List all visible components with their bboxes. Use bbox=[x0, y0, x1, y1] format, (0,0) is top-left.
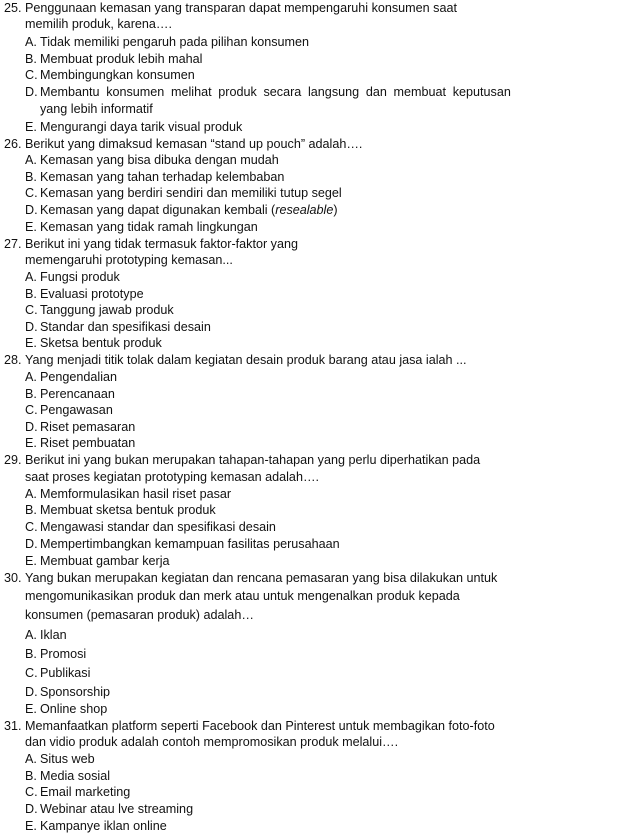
question-27-line-1: 27. Berikut ini yang tidak termasuk faktor-faktor yang bbox=[4, 237, 298, 251]
question-25-option-a: A. Tidak memiliki pengaruh pada pilihan konsumen bbox=[25, 35, 310, 49]
question-31-option-b: B. Media sosial bbox=[25, 769, 110, 783]
question-25-option-b: B. Membuat produk lebih mahal bbox=[25, 52, 203, 66]
question-25-option-d: D. Membantu konsumen melihat produk secara langsung dan membuat keputusan bbox=[25, 85, 511, 99]
question-30-option-b: B. Promosi bbox=[25, 647, 87, 661]
question-26-option-a: A. Kemasan yang bisa dibuka dengan mudah bbox=[25, 153, 279, 167]
question-30-option-c: C. Publikasi bbox=[25, 666, 91, 680]
question-25-line-2: memilih produk, karena…. bbox=[25, 17, 172, 31]
question-30-option-d: D. Sponsorship bbox=[25, 685, 111, 699]
question-30-option-a: A. Iklan bbox=[25, 628, 67, 642]
question-text: Penggunaan kemasan yang transparan dapat mempengaruhi konsumen saat bbox=[25, 1, 457, 15]
question-28-line-1: 28. Yang menjadi titik tolak dalam kegiatan desain produk barang atau jasa ialah ... bbox=[4, 353, 467, 367]
question-29-option-d: D. Mempertimbangkan kemampuan fasilitas perusahaan bbox=[25, 537, 340, 551]
question-27-line-2: memengaruhi prototyping kemasan... bbox=[25, 253, 233, 267]
question-27-option-e: E. Sketsa bentuk produk bbox=[25, 336, 162, 350]
question-31-option-c: C. Email marketing bbox=[25, 785, 131, 799]
question-31-option-d: D. Webinar atau lve streaming bbox=[25, 802, 194, 816]
question-31-option-a: A. Situs web bbox=[25, 752, 95, 766]
question-27-option-a: A. Fungsi produk bbox=[25, 270, 120, 284]
question-30-line-1: 30. Yang bukan merupakan kegiatan dan rencana pemasaran yang bisa dilakukan untuk bbox=[4, 571, 498, 585]
question-28-option-c: C. Pengawasan bbox=[25, 403, 113, 417]
question-25-option-e: E. Mengurangi daya tarik visual produk bbox=[25, 120, 243, 134]
question-29-line-1: 29. Berikut ini yang bukan merupakan tahapan-tahapan yang perlu diperhatikan pada bbox=[4, 453, 481, 467]
question-26-line-1: 26. Berikut yang dimaksud kemasan “stand up pouch” adalah…. bbox=[4, 137, 363, 151]
question-29-line-2: saat proses kegiatan prototyping kemasan adalah…. bbox=[25, 470, 320, 484]
question-31-line-1: 31. Memanfaatkan platform seperti Facebook dan Pinterest untuk membagikan foto-foto bbox=[4, 719, 495, 733]
question-28-option-d: D. Riset pemasaran bbox=[25, 420, 136, 434]
question-26-option-d: D. Kemasan yang dapat digunakan kembali (resealable) bbox=[25, 203, 338, 217]
question-29-option-a: A. Memformulasikan hasil riset pasar bbox=[25, 487, 232, 501]
question-30-line-3: konsumen (pemasaran produk) adalah… bbox=[25, 608, 254, 622]
question-25-option-c: C. Membingungkan konsumen bbox=[25, 68, 195, 82]
italic-term: resealable bbox=[275, 203, 334, 217]
question-number: 25. bbox=[4, 1, 22, 15]
question-28-option-e: E. Riset pembuatan bbox=[25, 436, 136, 450]
question-29-option-b: B. Membuat sketsa bentuk produk bbox=[25, 503, 216, 517]
question-28-option-b: B. Perencanaan bbox=[25, 387, 115, 401]
question-26-option-e: E. Kemasan yang tidak ramah lingkungan bbox=[25, 220, 258, 234]
question-29-option-e: E. Membuat gambar kerja bbox=[25, 554, 170, 568]
question-27-option-c: C. Tanggung jawab produk bbox=[25, 303, 174, 317]
question-25-option-d-continuation: yang lebih informatif bbox=[40, 102, 153, 116]
question-30-line-2: mengomunikasikan produk dan merk atau untuk mengenalkan produk kepada bbox=[25, 589, 460, 603]
question-28-option-a: A. Pengendalian bbox=[25, 370, 118, 384]
question-26-option-b: B. Kemasan yang tahan terhadap kelembaban bbox=[25, 170, 285, 184]
question-25-line-1 bbox=[4, 0, 457, 16]
question-27-option-d: D. Standar dan spesifikasi desain bbox=[25, 320, 211, 334]
question-31-option-e: E. Kampanye iklan online bbox=[25, 819, 167, 833]
question-31-line-2: dan vidio produk adalah contoh mempromosikan produk melalui…. bbox=[25, 735, 399, 749]
question-29-option-c: C. Mengawasi standar dan spesifikasi desain bbox=[25, 520, 276, 534]
question-26-option-c: C. Kemasan yang berdiri sendiri dan memiliki tutup segel bbox=[25, 186, 342, 200]
question-27-option-b: B. Evaluasi prototype bbox=[25, 287, 144, 301]
question-30-option-e: E. Online shop bbox=[25, 702, 108, 716]
